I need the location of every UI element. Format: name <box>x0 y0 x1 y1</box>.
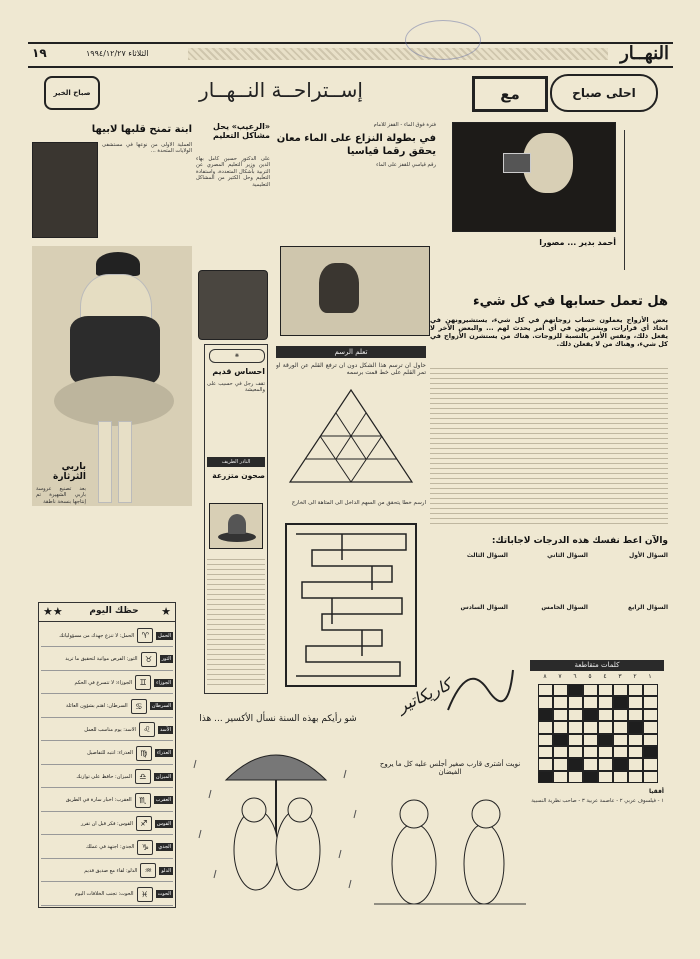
sign-name: الثور <box>161 656 171 662</box>
crossword-cell[interactable] <box>643 696 658 708</box>
crossword-cell[interactable] <box>553 709 568 721</box>
relationship-title: هل تعمل حسابها في كل شيء <box>472 294 668 309</box>
photo-caption: أحمد بدير ... مصورا <box>539 238 616 247</box>
horoscope-row <box>41 837 173 859</box>
horoscope-title: حظك اليوم <box>89 606 139 616</box>
crossword-cell[interactable] <box>613 684 628 696</box>
girl-photo <box>32 142 98 238</box>
crossword-cell[interactable] <box>643 758 658 770</box>
triangle-figure <box>286 386 416 486</box>
feelings-body: تقف رجل في حسيب على والمعيشة <box>207 381 265 394</box>
crossword-cell[interactable] <box>538 771 553 783</box>
sign-text: الأسد: يوم مناسب للعمل <box>84 726 136 733</box>
sign-text: العقرب: أخبار سارة في الطريق <box>65 797 132 803</box>
man-left <box>392 824 436 904</box>
horoscope-header <box>39 603 175 622</box>
crossword-cell[interactable] <box>568 746 583 758</box>
score-column: السؤال السادس <box>460 604 508 611</box>
water-jump-photo <box>280 246 430 336</box>
sign-name: الأسد <box>159 726 171 733</box>
crossword-cell[interactable] <box>628 684 643 696</box>
man-right-head <box>472 800 500 828</box>
crossword-cell[interactable] <box>538 721 553 733</box>
banner-ma-badge: مع <box>472 76 548 112</box>
education-body: على الدكتور حسين كامل بهاء الدين وزير التعليم المصري عن التربية بأشكال المتعددة، واستفادة التعليم وحل الكثير من المشاكل التعليمية <box>196 156 270 188</box>
horoscope-row <box>41 719 173 741</box>
article-feelings <box>204 344 268 694</box>
crossword-cell[interactable] <box>613 721 628 733</box>
zodiac-icon: ♒ <box>140 863 156 878</box>
article-relationship <box>430 290 668 530</box>
horoscope-row <box>41 743 173 765</box>
score-column: السؤال الثاني <box>547 552 588 559</box>
issue-date: الثلاثاء ١٩٩٤/١٢/٢٧ <box>86 49 149 58</box>
crossword-clues: ١ - فيلسوف عربي ٢ - عاصمة عربية ٣ - صاحب نظرية النسبية <box>531 798 664 804</box>
crossword-cell[interactable] <box>628 696 643 708</box>
crossword-col-number: ١ <box>648 673 652 680</box>
crossword-cell[interactable] <box>583 684 598 696</box>
crossword-cell[interactable] <box>613 696 628 708</box>
maze-puzzle <box>276 500 426 694</box>
star-icon: ★ <box>161 605 171 618</box>
cartoon-left <box>186 700 370 910</box>
cartoon-caption: نويت أشترى قارب صغير أجلس عليه كل ما يروح الفيضان <box>379 760 521 776</box>
crossword-cell[interactable] <box>598 758 613 770</box>
score-column: السؤال الرابع <box>628 604 668 611</box>
crossword-cell[interactable] <box>553 746 568 758</box>
sign-text: القوس: فكر قبل أن تقرر <box>80 820 133 827</box>
oddities-label: صحون متزرعة <box>212 471 265 480</box>
horoscope-row <box>41 696 173 718</box>
sign-text: السرطان: اهتم بشؤون العائلة <box>65 703 128 709</box>
crossword-cell[interactable] <box>553 696 568 708</box>
crossword-cell[interactable] <box>568 684 583 696</box>
crossword-cell[interactable] <box>613 758 628 770</box>
crossword-col-number: ٣ <box>618 673 622 680</box>
zodiac-icon: ♏ <box>135 793 151 808</box>
caricature-scribble <box>438 650 518 730</box>
maze-walls <box>296 534 406 676</box>
crossword-col-numbers <box>538 673 658 682</box>
horoscope-row <box>41 790 173 812</box>
zodiac-icon: ♉ <box>141 652 157 667</box>
crossword-cell[interactable] <box>598 696 613 708</box>
water-body: رقم قياسي للقفز على الماء <box>376 162 436 168</box>
crossword-cell[interactable] <box>583 709 598 721</box>
water-title: في بطولة النزاع على الماء معان يحقق رقما قياسيا <box>276 133 436 157</box>
scores-title: والآن اعط نفسك هذه الدرجات لاجاباتك: <box>491 536 668 546</box>
score-column: السؤال الخامس <box>541 604 588 611</box>
sign-name: العذراء <box>156 750 171 756</box>
crossword-cell[interactable] <box>583 734 598 746</box>
education-title: «الرعيب» يحل مشاكل التعليم <box>212 122 270 140</box>
sign-text: الدلو: لقاء مع صديق قديم <box>84 867 138 874</box>
article-title: ابنة تمنح قلبها لابيها <box>91 124 192 135</box>
crossword-cell[interactable] <box>598 721 613 733</box>
crossword-cell[interactable] <box>553 771 568 783</box>
rain-umbrella-drawing <box>186 740 370 910</box>
sign-name: السرطان <box>151 703 171 709</box>
crossword-grid <box>538 684 658 784</box>
horoscope-box <box>38 602 176 908</box>
crossword-title: كلمات متقاطعة <box>530 660 664 671</box>
minister-portrait <box>198 270 268 340</box>
crossword-cell[interactable] <box>613 734 628 746</box>
horoscope-row <box>41 884 173 906</box>
crossword-cell[interactable] <box>628 758 643 770</box>
sign-text: العذراء: انتبه للتفاصيل <box>87 750 133 756</box>
crossword-cell[interactable] <box>538 684 553 696</box>
score-column: السؤال الثالث <box>466 552 508 559</box>
horoscope-row <box>41 860 173 882</box>
crossword-col-number: ٧ <box>558 673 562 680</box>
logo-ahla-sabah: احلى صباح <box>550 74 658 112</box>
zodiac-icon: ♊ <box>135 675 151 690</box>
sign-name: الحوت <box>157 891 171 897</box>
article-water-jump <box>276 120 436 340</box>
crossword-cell[interactable] <box>628 746 643 758</box>
sign-name: العقرب <box>155 797 171 803</box>
head-left <box>242 798 266 822</box>
scribble-line <box>448 670 513 710</box>
crossword-cell[interactable] <box>538 758 553 770</box>
crossword-cell[interactable] <box>538 746 553 758</box>
crossword-cell[interactable] <box>583 758 598 770</box>
crossword-cell[interactable] <box>583 746 598 758</box>
crossword-cell[interactable] <box>613 746 628 758</box>
article-photographer <box>446 120 662 280</box>
crossword-cell[interactable] <box>628 709 643 721</box>
maze-instruction: ارسم خطا يتحقق من السهم الداخل الى المتاهة الى الخارج <box>291 500 426 506</box>
sketch-instruction: حاول ان ترسم هذا الشكل دون ان ترفع القلم عن الورقة او تمر القلم على خط قمت برسمه <box>276 362 426 376</box>
article-education <box>196 120 270 340</box>
sign-text: الجوزاء: لا تتسرع في الحكم <box>74 679 133 686</box>
sketch-heading: تعلم الرسم <box>276 346 426 358</box>
crossword-cell[interactable] <box>568 771 583 783</box>
umbrella-canopy <box>226 755 326 780</box>
cartoon-right <box>374 760 526 910</box>
doll-leg-right <box>118 421 132 503</box>
doll-leg-left <box>98 421 112 503</box>
sign-name: الدلو <box>161 867 171 874</box>
scores-grid <box>430 552 668 656</box>
sign-text: الجدي: اجتهد في عملك <box>85 844 135 850</box>
camera <box>503 153 531 173</box>
sign-text: الثور: الفرص مواتية لتحقيق ما تريد <box>65 656 138 662</box>
sign-name: الجوزاء <box>156 679 171 686</box>
crossword-puzzle <box>530 660 664 906</box>
feelings-title: احساس قديم <box>212 367 265 376</box>
article-body: العملية الأولى من نوعها في مستشفى الولايات المتحدة ... <box>102 142 192 155</box>
crossword-cell[interactable] <box>643 771 658 783</box>
zodiac-icon: ♎ <box>135 769 151 784</box>
vertical-signature <box>624 130 659 270</box>
horoscope-row <box>41 672 173 694</box>
crossword-cell[interactable] <box>613 709 628 721</box>
sign-name: الميزان <box>155 773 171 780</box>
water-kicker: فترة فوق الماء - القفز للأمام <box>373 122 436 128</box>
sign-name: الحمل <box>158 632 171 639</box>
crossword-col-number: ٢ <box>633 673 637 680</box>
article-barbie <box>32 246 192 596</box>
crossword-cell[interactable] <box>583 771 598 783</box>
doll-hat <box>96 252 140 276</box>
article-daughter-heart <box>32 120 192 240</box>
star-icon: ★★ <box>43 605 63 618</box>
crossword-cell[interactable] <box>568 696 583 708</box>
maze-grid <box>282 520 420 690</box>
zodiac-icon: ♍ <box>136 746 152 761</box>
photographer-photo <box>452 122 616 232</box>
head-right <box>288 798 312 822</box>
crossword-cell[interactable] <box>643 734 658 746</box>
crossword-cell[interactable] <box>643 684 658 696</box>
crossword-cell[interactable] <box>643 746 658 758</box>
horoscope-row <box>41 766 173 788</box>
sign-text: الحمل: لا تنزع جهدك من مسؤولياتك <box>59 632 135 639</box>
page-header <box>28 42 673 68</box>
plant-dish-photo <box>209 503 263 549</box>
banner-title: إســتراحــة النــهــار <box>199 78 363 102</box>
sign-name: القوس <box>156 820 171 827</box>
oddities-body <box>207 555 265 689</box>
crossword-col-number: ٤ <box>603 673 607 680</box>
crossword-cell[interactable] <box>568 734 583 746</box>
crossword-col-number: ٥ <box>588 673 592 680</box>
horoscope-row <box>41 625 173 647</box>
crossword-cell[interactable] <box>598 771 613 783</box>
crossword-cell[interactable] <box>628 734 643 746</box>
barbie-title: باربي الثرثارة <box>53 462 86 482</box>
quiz-scores <box>430 536 668 660</box>
relationship-body <box>430 364 668 524</box>
zodiac-icon: ♐ <box>136 816 152 831</box>
crossword-cell[interactable] <box>613 771 628 783</box>
crossword-cell[interactable] <box>628 771 643 783</box>
doll-skirt <box>54 376 174 426</box>
feelings-badge: ❋ <box>209 349 265 363</box>
crossword-cell[interactable] <box>553 758 568 770</box>
crossword-cell[interactable] <box>628 721 643 733</box>
crossword-across-label: أفقيا <box>648 788 664 795</box>
man-left-head <box>400 800 428 828</box>
crossword-col-number: ٨ <box>543 673 547 680</box>
crossword-cell[interactable] <box>643 709 658 721</box>
crossword-cell[interactable] <box>583 721 598 733</box>
relationship-intro: بعض الأزواج يعملون حساب زوجاتهم في كل شيء، يستشيرونهن في اتخاذ أي قرارات، ويشتريهن في أي أمر يحدث لهم ... والبعض الآخر لا يفعل ذلك، ونفس الأمر بالنسبة للزوجات. هناك من يستشرن الأزواج في كل شيء، وهناك من لا يفعلن ذلك. <box>430 316 668 348</box>
zodiac-icon: ♌ <box>139 722 155 737</box>
crossword-cell[interactable] <box>538 734 553 746</box>
horoscope-row <box>41 649 173 671</box>
crossword-cell[interactable] <box>583 696 598 708</box>
crossword-cell[interactable] <box>538 709 553 721</box>
crossword-cell[interactable] <box>598 709 613 721</box>
crossword-cell[interactable] <box>568 709 583 721</box>
zodiac-icon: ♓ <box>137 887 153 902</box>
sign-name: الجدي <box>158 844 171 850</box>
crossword-cell[interactable] <box>553 684 568 696</box>
two-men-drawing <box>374 784 526 910</box>
athlete-figure <box>319 263 359 313</box>
header-rule <box>188 48 608 60</box>
horoscope-row <box>41 813 173 835</box>
title-banner <box>34 70 664 114</box>
score-column: السؤال الأول <box>629 552 668 559</box>
barbie-body: بعد تصنيع عروسة باربي الشهيرة تم إنتاجها بنسخة ناطقة <box>36 486 86 505</box>
crossword-cell[interactable] <box>568 721 583 733</box>
man-right <box>464 824 504 904</box>
crossword-cell[interactable] <box>598 734 613 746</box>
crossword-cell[interactable] <box>538 696 553 708</box>
page-number: ١٩ <box>32 46 47 60</box>
crossword-cell[interactable] <box>643 721 658 733</box>
crossword-cell[interactable] <box>553 734 568 746</box>
crossword-cell[interactable] <box>553 721 568 733</box>
sketch-puzzle <box>276 346 426 496</box>
crossword-cell[interactable] <box>568 758 583 770</box>
sign-text: الحوت: تجنب الخلافات اليوم <box>74 891 134 897</box>
zodiac-icon: ♈ <box>137 628 153 643</box>
zodiac-icon: ♋ <box>131 699 147 714</box>
logo-sabah-alkheir: صباح الخير <box>44 76 100 110</box>
caricaturist-signature: كاريكاتير <box>394 674 454 717</box>
zodiac-icon: ♑ <box>137 840 153 855</box>
scribble-drawing <box>438 650 518 730</box>
library-stamp <box>405 20 481 60</box>
crossword-cell[interactable] <box>598 746 613 758</box>
plant <box>228 514 246 534</box>
crossword-cell[interactable] <box>598 684 613 696</box>
masthead: النهــار <box>620 43 669 64</box>
sign-text: الميزان: حافظ على توازنك <box>76 773 132 780</box>
oddities-header: النادر الطريف <box>207 457 265 467</box>
crossword-col-number: ٦ <box>573 673 577 680</box>
cartoon-caption: شو رأيكم بهذه السنة نسأل الأكسير ... هذا <box>199 714 357 724</box>
maze-walls <box>332 534 372 656</box>
